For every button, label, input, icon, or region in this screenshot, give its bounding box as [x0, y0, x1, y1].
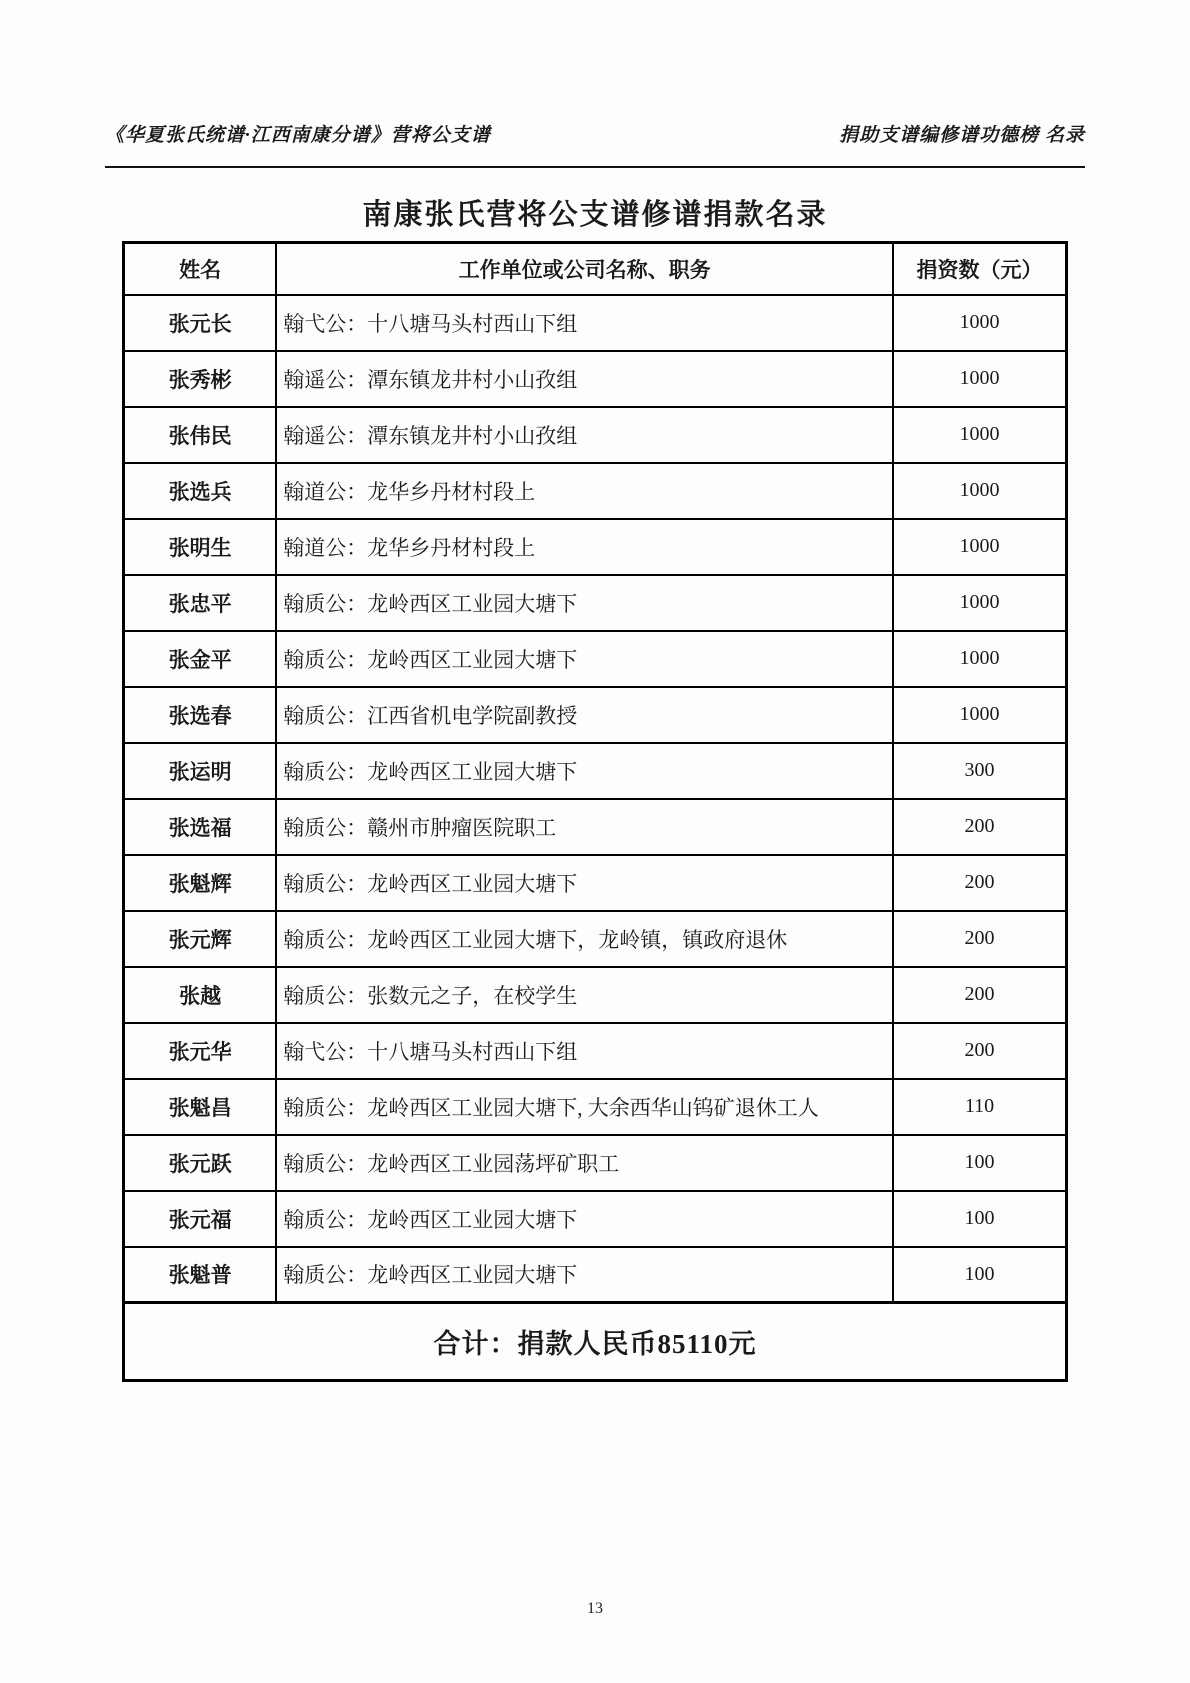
total-row [124, 1303, 1067, 1381]
donation-amount: 1000 [893, 295, 1067, 351]
donor-unit: 翰弋公：十八塘马头村西山下组 [276, 295, 893, 351]
donation-amount: 300 [893, 743, 1067, 799]
donation-amount: 1000 [893, 631, 1067, 687]
table-row [124, 1247, 1067, 1303]
donor-name: 张伟民 [124, 407, 277, 463]
table-row [124, 1191, 1067, 1247]
donation-amount: 1000 [893, 351, 1067, 407]
donor-name: 张元辉 [124, 911, 277, 967]
donor-unit: 翰质公：龙岭西区工业园大塘下, 大余西华山钨矿退休工人 [276, 1079, 893, 1135]
donor-unit: 翰质公：龙岭西区工业园大塘下 [276, 631, 893, 687]
donation-amount: 200 [893, 911, 1067, 967]
donation-amount: 100 [893, 1247, 1067, 1303]
donor-unit: 翰道公：龙华乡丹材村段上 [276, 463, 893, 519]
column-header-name: 姓名 [124, 243, 277, 295]
donor-name: 张元跃 [124, 1135, 277, 1191]
donor-unit: 翰质公：龙岭西区工业园大塘下 [276, 855, 893, 911]
donor-name: 张选福 [124, 799, 277, 855]
donation-amount: 200 [893, 1023, 1067, 1079]
donor-unit: 翰质公：龙岭西区工业园荡坪矿职工 [276, 1135, 893, 1191]
donor-unit: 翰质公：江西省机电学院副教授 [276, 687, 893, 743]
table-row [124, 687, 1067, 743]
donor-unit: 翰质公：龙岭西区工业园大塘下 [276, 743, 893, 799]
table-row [124, 743, 1067, 799]
donor-name: 张明生 [124, 519, 277, 575]
donor-name: 张越 [124, 967, 277, 1023]
donor-name: 张魁昌 [124, 1079, 277, 1135]
table-row [124, 351, 1067, 407]
column-header-unit: 工作单位或公司名称、职务 [276, 243, 893, 295]
donor-unit: 翰质公：龙岭西区工业园大塘下 [276, 575, 893, 631]
donor-unit: 翰弋公：十八塘马头村西山下组 [276, 1023, 893, 1079]
table-row [124, 463, 1067, 519]
table-row [124, 967, 1067, 1023]
column-header-amount: 捐资数（元） [893, 243, 1067, 295]
header-rule [105, 166, 1085, 168]
donor-unit: 翰道公：龙华乡丹材村段上 [276, 519, 893, 575]
donation-amount: 1000 [893, 463, 1067, 519]
donor-name: 张金平 [124, 631, 277, 687]
total-text: 合计：捐款人民币85110元 [124, 1303, 1067, 1381]
donation-amount: 1000 [893, 519, 1067, 575]
running-header-right: 捐助支谱编修谱功德榜 名录 [839, 125, 1085, 146]
page-number: 13 [587, 1600, 603, 1617]
donation-amount: 1000 [893, 407, 1067, 463]
table-row [124, 631, 1067, 687]
donor-name: 张选兵 [124, 463, 277, 519]
donation-amount: 100 [893, 1135, 1067, 1191]
donor-unit: 翰质公：赣州市肿瘤医院职工 [276, 799, 893, 855]
running-header-left: 《华夏张氏统谱·江西南康分谱》营将公支谱 [105, 125, 491, 146]
table-row [124, 519, 1067, 575]
donor-name: 张元福 [124, 1191, 277, 1247]
donor-unit: 翰质公：龙岭西区工业园大塘下，龙岭镇，镇政府退休 [276, 911, 893, 967]
donor-unit: 翰遥公：潭东镇龙井村小山孜组 [276, 351, 893, 407]
donation-amount: 1000 [893, 575, 1067, 631]
donor-unit: 翰质公：龙岭西区工业园大塘下 [276, 1247, 893, 1303]
running-header [105, 120, 1085, 147]
donation-amount: 200 [893, 855, 1067, 911]
donor-name: 张运明 [124, 743, 277, 799]
table-row [124, 799, 1067, 855]
donor-name: 张选春 [124, 687, 277, 743]
donor-unit: 翰质公：龙岭西区工业园大塘下 [276, 1191, 893, 1247]
donation-amount: 1000 [893, 687, 1067, 743]
donation-amount: 100 [893, 1191, 1067, 1247]
table-row [124, 575, 1067, 631]
donor-name: 张魁普 [124, 1247, 277, 1303]
table-row [124, 1079, 1067, 1135]
donor-name: 张元华 [124, 1023, 277, 1079]
donor-unit: 翰质公：张数元之子，在校学生 [276, 967, 893, 1023]
donation-amount: 110 [893, 1079, 1067, 1135]
donor-name: 张元长 [124, 295, 277, 351]
donation-amount: 200 [893, 967, 1067, 1023]
donor-name: 张魁辉 [124, 855, 277, 911]
table-row [124, 1135, 1067, 1191]
donation-amount: 200 [893, 799, 1067, 855]
page-title: 南康张氏营将公支谱修谱捐款名录 [362, 199, 828, 231]
donor-name: 张秀彬 [124, 351, 277, 407]
table-row [124, 855, 1067, 911]
table-row [124, 1023, 1067, 1079]
table-row [124, 295, 1067, 351]
table-header-row [124, 243, 1067, 295]
table-row [124, 407, 1067, 463]
donation-table [122, 241, 1068, 1382]
donor-unit: 翰遥公：潭东镇龙井村小山孜组 [276, 407, 893, 463]
donor-name: 张忠平 [124, 575, 277, 631]
table-row [124, 911, 1067, 967]
